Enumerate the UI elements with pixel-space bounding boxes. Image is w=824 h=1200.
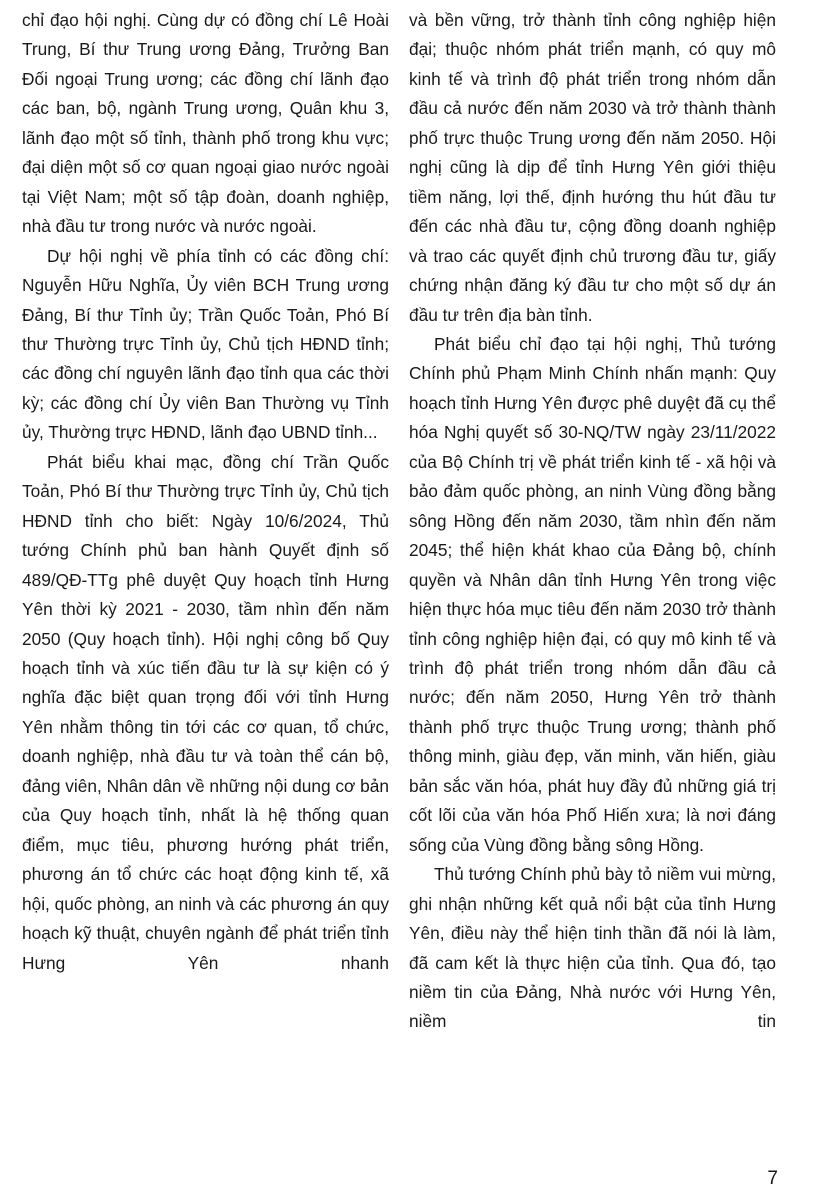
paragraph-attendees: Dự hội nghị về phía tỉnh có các đồng chí: Nguyễn Hữu Nghĩa, Ủy viên BCH Trung ương Đảng, Bí thư Tỉnh ủy; Trần Quốc Toản, Phó Bí thư Thường trực Tỉnh ủy, Chủ tịch HĐND tỉnh; các đồng chí nguyên lãnh đạo tỉnh qua các thời kỳ; các đồng chí Ủy viên Ban Thường vụ Tỉnh ủy, Thường trực HĐND, lãnh đạo UBND tỉnh...: [22, 245, 389, 443]
paragraph-goals: và bền vững, trở thành tỉnh công nghiệp hiện đại; thuộc nhóm phát triển mạnh, có quy mô kinh tế và trình độ phát triển trong nhóm dẫn đầu cả nước đến năm 2030 và trở thành thành phố trực thuộc Trung ương đến năm 2050. Hội nghị cũng là dịp để tỉnh Hưng Yên giới thiệu tiềm năng, lợi thế, định hướng thu hút đầu tư đến các nhà đầu tư, cộng đồng doanh nghiệp và trao các quyết định chủ trương đầu tư, giấy chứng nhận đăng ký đầu tư cho một số dự án đầu tư trên địa bàn tỉnh.: [409, 10, 776, 325]
paragraph-continued: chỉ đạo hội nghị. Cùng dự có đồng chí Lê Hoài Trung, Bí thư Trung ương Đảng, Trưởng Ban Đối ngoại Trung ương; các đồng chí lãnh đạo các ban, bộ, ngành Trung ương, Quân khu 3, lãnh đạo một số tỉnh, thành phố trong khu vực; đại diện một số cơ quan ngoại giao nước ngoài tại Việt Nam; một số tập đoàn, doanh nghiệp, nhà đầu tư trong nước và nước ngoài.: [22, 10, 389, 237]
paragraph-pm-speech: Phát biểu chỉ đạo tại hội nghị, Thủ tướng Chính phủ Phạm Minh Chính nhấn mạnh: Quy hoạch tỉnh Hưng Yên được phê duyệt đã cụ thể hóa Nghị quyết số 30-NQ/TW ngày 23/11/2022 của Bộ Chính trị về phát triển kinh tế - xã hội và bảo đảm quốc phòng, an ninh Vùng đồng bằng sông Hồng đến năm 2030, tầm nhìn đến năm 2045; thể hiện khát khao của Đảng bộ, chính quyền và Nhân dân tỉnh Hưng Yên trong việc hiện thực hóa mục tiêu đến năm 2030 trở thành tỉnh công nghiệp hiện đại, có quy mô kinh tế và trình độ phát triển trong nhóm dẫn đầu cả nước; đến năm 2050, Hưng Yên trở thành thành phố trực thuộc Trung ương; thành phố thông minh, giàu đẹp, văn minh, văn hiến, giàu bản sắc văn hóa, phát huy đầy đủ những giá trị cốt lõi của văn hóa Phố Hiến xưa; là nơi đáng sống của Vùng đồng bằng sông Hồng.: [409, 333, 776, 855]
paragraph-pm-recognition: Thủ tướng Chính phủ bày tỏ niềm vui mừng, ghi nhận những kết quả nổi bật của tỉnh Hưng Yên, điều này thể hiện tinh thần đã nói là làm, đã cam kết là thực hiện của tỉnh. Qua đó, tạo niềm tin của Đảng, Nhà nước với Hưng Yên, niềm tin: [409, 864, 776, 1032]
paragraph-opening-speech: Phát biểu khai mạc, đồng chí Trần Quốc Toản, Phó Bí thư Thường trực Tỉnh ủy, Chủ tịch HĐND tỉnh cho biết: Ngày 10/6/2024, Thủ tướng Chính phủ ban hành Quyết định số 489/QĐ-TTg phê duyệt Quy hoạch tỉnh Hưng Yên thời kỳ 2021 - 2030, tầm nhìn đến năm 2050 (Quy hoạch tỉnh). Hội nghị công bố Quy hoạch tỉnh và xúc tiến đầu tư là sự kiện có ý nghĩa đặc biệt quan trọng đối với tỉnh Hưng Yên nhằm thông tin tới các cơ quan, tổ chức, doanh nghiệp, nhà đầu tư và toàn thể cán bộ, đảng viên, Nhân dân về những nội dung cơ bản của Quy hoạch tỉnh, nhất là hệ thống quan điểm, mục tiêu, phương hướng phát triển, phương án tổ chức các hoạt động kinh tế, xã hội, quốc phòng, an ninh và các phương án quy hoạch kỹ thuật, chuyên ngành để phát triển tỉnh Hưng Yên nhanh: [22, 451, 389, 973]
right-column: [409, 6, 776, 1037]
left-column: [22, 6, 389, 978]
page-number: 7: [767, 1168, 778, 1189]
